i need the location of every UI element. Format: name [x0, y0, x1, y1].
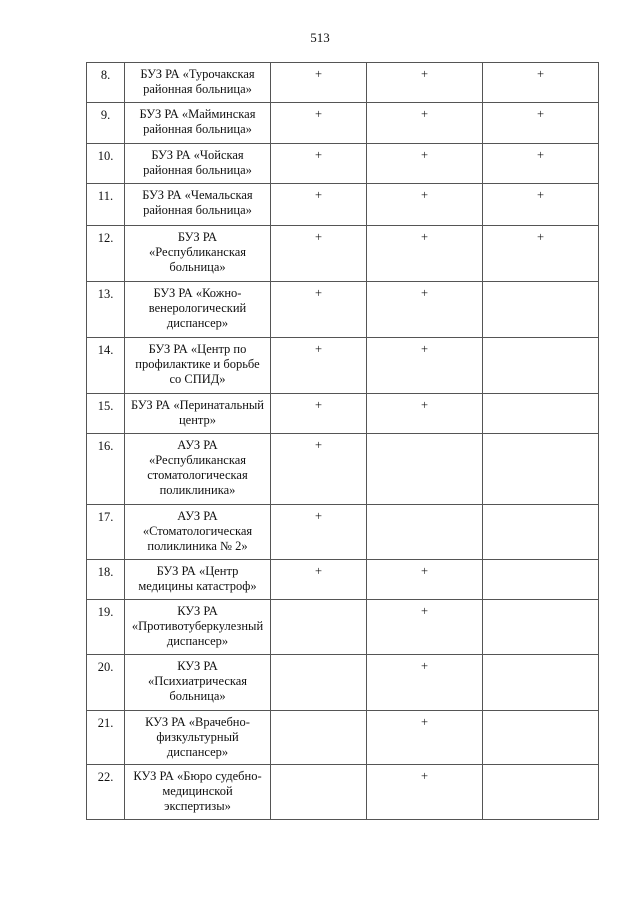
row-number-cell: 18. [87, 560, 125, 600]
row-number-cell: 20. [87, 655, 125, 711]
table-row [87, 394, 599, 434]
mark-cell-3: + [483, 226, 599, 282]
organization-name-cell: БУЗ РА «Перинатальный центр» [125, 394, 271, 434]
organization-name-cell: БУЗ РА «Центр медицины катастроф» [125, 560, 271, 600]
mark-cell-1: + [271, 560, 367, 600]
row-number-cell: 12. [87, 226, 125, 282]
row-number-cell: 21. [87, 711, 125, 765]
mark-cell-3 [483, 434, 599, 505]
mark-cell-2: + [367, 338, 483, 394]
mark-cell-2: + [367, 184, 483, 226]
mark-cell-1: + [271, 434, 367, 505]
table-row [87, 63, 599, 103]
mark-cell-2 [367, 434, 483, 505]
organization-name-cell: БУЗ РА «Республиканская больница» [125, 226, 271, 282]
table-body [87, 63, 599, 820]
mark-cell-3 [483, 600, 599, 655]
organization-name-cell: БУЗ РА «Майминская районная больница» [125, 103, 271, 144]
table-row [87, 144, 599, 184]
mark-cell-1: + [271, 63, 367, 103]
organization-name-cell: АУЗ РА «Стоматологическая поликлиника № 2» [125, 505, 271, 560]
table-row [87, 560, 599, 600]
institutions-table [86, 62, 599, 820]
row-number-cell: 10. [87, 144, 125, 184]
table-row [87, 338, 599, 394]
organization-name-cell: КУЗ РА «Противотуберкулезный диспансер» [125, 600, 271, 655]
table-row [87, 226, 599, 282]
table-row [87, 434, 599, 505]
row-number-cell: 19. [87, 600, 125, 655]
row-number-cell: 11. [87, 184, 125, 226]
organization-name-cell: КУЗ РА «Бюро судебно-медицинской экспертизы» [125, 765, 271, 820]
mark-cell-2: + [367, 103, 483, 144]
organization-name-cell: БУЗ РА «Турочакская районная больница» [125, 63, 271, 103]
mark-cell-2: + [367, 655, 483, 711]
row-number-cell: 9. [87, 103, 125, 144]
row-number-cell: 15. [87, 394, 125, 434]
mark-cell-1: + [271, 226, 367, 282]
mark-cell-3 [483, 505, 599, 560]
mark-cell-1 [271, 600, 367, 655]
table-row [87, 184, 599, 226]
row-number-cell: 14. [87, 338, 125, 394]
mark-cell-2: + [367, 226, 483, 282]
organization-name-cell: БУЗ РА «Кожно-венерологический диспансер» [125, 282, 271, 338]
mark-cell-3: + [483, 144, 599, 184]
table-row [87, 505, 599, 560]
mark-cell-1: + [271, 505, 367, 560]
mark-cell-2: + [367, 600, 483, 655]
mark-cell-2: + [367, 560, 483, 600]
mark-cell-3 [483, 765, 599, 820]
mark-cell-2: + [367, 394, 483, 434]
mark-cell-1 [271, 655, 367, 711]
mark-cell-1: + [271, 184, 367, 226]
mark-cell-3 [483, 282, 599, 338]
mark-cell-1: + [271, 144, 367, 184]
mark-cell-2: + [367, 144, 483, 184]
mark-cell-1: + [271, 394, 367, 434]
organization-name-cell: БУЗ РА «Чемальская районная больница» [125, 184, 271, 226]
table-row [87, 600, 599, 655]
organization-name-cell: БУЗ РА «Чойская районная больница» [125, 144, 271, 184]
row-number-cell: 17. [87, 505, 125, 560]
row-number-cell: 8. [87, 63, 125, 103]
mark-cell-1 [271, 711, 367, 765]
mark-cell-3 [483, 711, 599, 765]
mark-cell-3 [483, 394, 599, 434]
mark-cell-3: + [483, 184, 599, 226]
table-row [87, 655, 599, 711]
organization-name-cell: АУЗ РА «Республиканская стоматологическая поликлиника» [125, 434, 271, 505]
mark-cell-1: + [271, 338, 367, 394]
table-row [87, 282, 599, 338]
mark-cell-2: + [367, 765, 483, 820]
mark-cell-2: + [367, 63, 483, 103]
mark-cell-3: + [483, 103, 599, 144]
page-number: 513 [310, 30, 330, 45]
mark-cell-2: + [367, 711, 483, 765]
mark-cell-3: + [483, 63, 599, 103]
organization-name-cell: КУЗ РА «Врачебно-физкультурный диспансер» [125, 711, 271, 765]
organization-name-cell: БУЗ РА «Центр по профилактике и борьбе со СПИД» [125, 338, 271, 394]
row-number-cell: 16. [87, 434, 125, 505]
mark-cell-3 [483, 560, 599, 600]
mark-cell-1: + [271, 282, 367, 338]
mark-cell-3 [483, 655, 599, 711]
mark-cell-1 [271, 765, 367, 820]
table-row [87, 103, 599, 144]
row-number-cell: 13. [87, 282, 125, 338]
table-row [87, 765, 599, 820]
organization-name-cell: КУЗ РА «Психиатрическая больница» [125, 655, 271, 711]
table-row [87, 711, 599, 765]
row-number-cell: 22. [87, 765, 125, 820]
mark-cell-2 [367, 505, 483, 560]
mark-cell-3 [483, 338, 599, 394]
mark-cell-1: + [271, 103, 367, 144]
mark-cell-2: + [367, 282, 483, 338]
